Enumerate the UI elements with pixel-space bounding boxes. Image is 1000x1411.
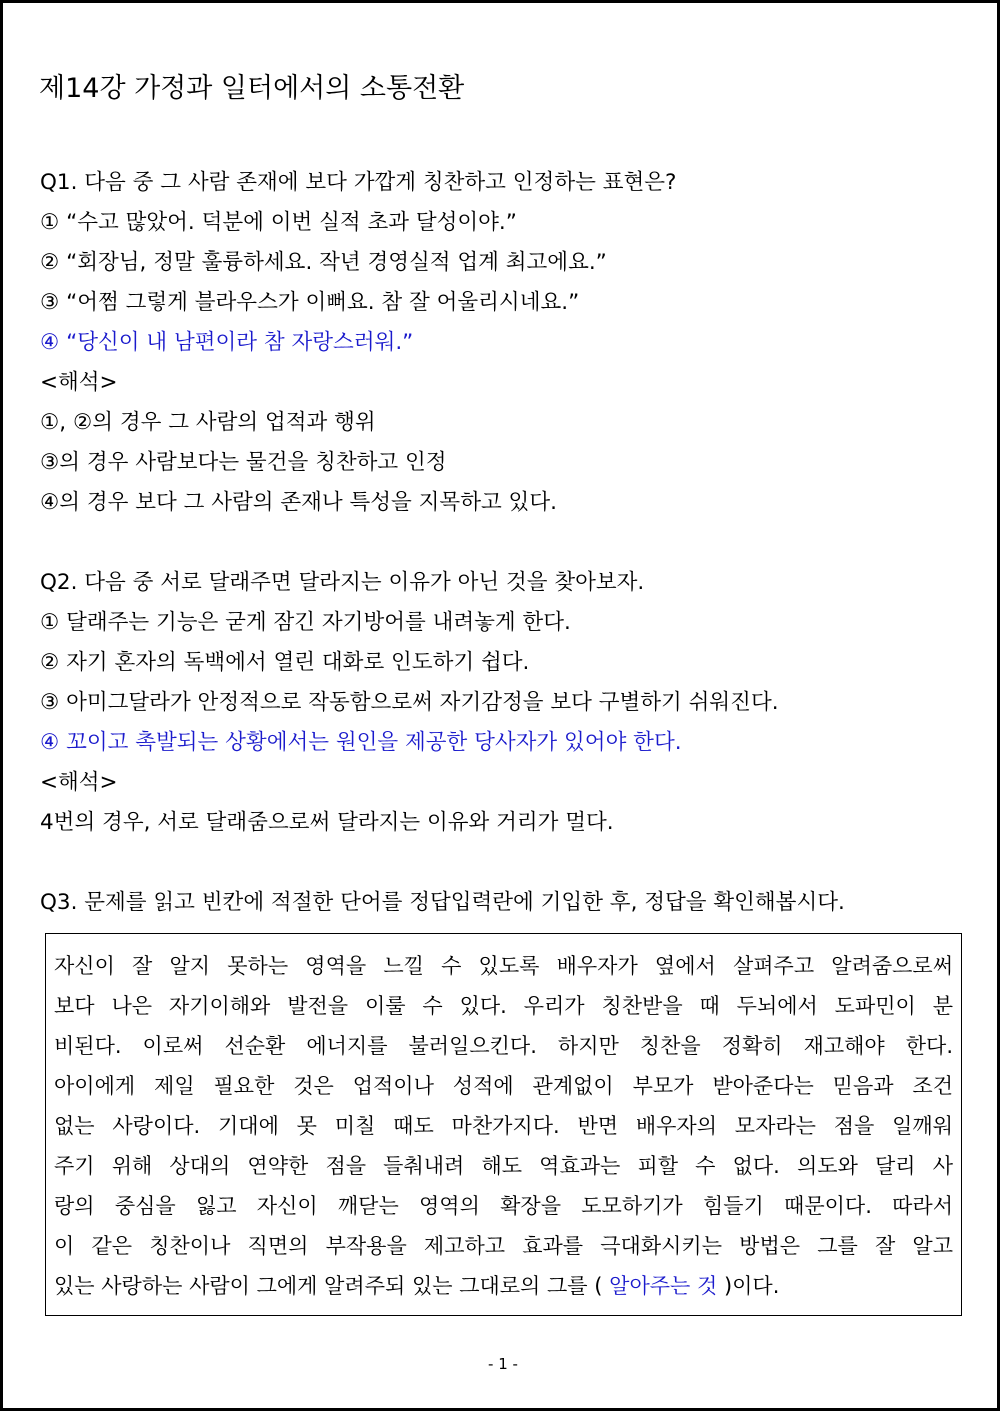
q1-explanation-line: ③의 경우 사람보다는 물건을 칭찬하고 인정 (40, 450, 447, 475)
blank-answer: 알아주는 것 (609, 1274, 718, 1298)
passage-line: 주기 위해 상대의 연약한 점을 들춰내려 해도 역효과는 피할 수 없다. 의도와 달리 사 (54, 1154, 953, 1178)
passage-last-line (54, 1271, 953, 1301)
q1-explanation-line: ④의 경우 보다 그 사람의 존재나 특성을 지목하고 있다. (40, 490, 557, 515)
q2-option-1: ① 달래주는 기능은 굳게 잠긴 자기방어를 내려놓게 한다. (40, 610, 571, 635)
q2-option-3: ③ 아미그달라가 안정적으로 작동함으로써 자기감정을 보다 구별하기 쉬워진다. (40, 690, 779, 715)
q1-explanation-label: <해석> (40, 370, 118, 395)
q2-option-2: ② 자기 혼자의 독백에서 열린 대화로 인도하기 쉽다. (40, 650, 530, 675)
q1-option-4-answer: ④ “당신이 내 남편이라 참 자랑스러워.” (40, 330, 414, 355)
passage-line: 비된다. 이로써 선순환 에너지를 불러일으킨다. 하지만 칭찬을 정확히 재고해야 한다. (54, 1034, 953, 1058)
q1-option-3: ③ “어쩜 그렇게 블라우스가 이뻐요. 참 잘 어울리시네요.” (40, 290, 580, 315)
q2-option-4-answer: ④ 꼬이고 촉발되는 상황에서는 원인을 제공한 당사자가 있어야 한다. (40, 730, 682, 755)
q1-option-1: ① “수고 많았어. 덕분에 이번 실적 초과 달성이야.” (40, 210, 517, 235)
passage-line: 랑의 중심을 잃고 자신이 깨닫는 영역의 확장을 도모하기가 힘들기 때문이다. 따라서 (54, 1194, 953, 1218)
passage-text-before-blank: 있는 사랑하는 사람이 그에게 알려주되 있는 그대로의 그를 ( (54, 1274, 603, 1298)
q1-explanation-line: ①, ②의 경우 그 사람의 업적과 행위 (40, 410, 376, 435)
q2-explanation-line: 4번의 경우, 서로 달래줌으로써 달라지는 이유와 거리가 멀다. (40, 810, 614, 835)
q2-question: Q2. 다음 중 서로 달래주면 달라지는 이유가 아닌 것을 찾아보자. (40, 570, 645, 595)
q3-question: Q3. 문제를 읽고 빈칸에 적절한 단어를 정답입력란에 기입한 후, 정답을 확인해봅시다. (40, 890, 845, 915)
passage-line: 이 같은 칭찬이나 직면의 부작용을 제고하고 효과를 극대화시키는 방법은 그를 잘 알고 (54, 1234, 953, 1258)
passage-text-after-blank: )이다. (723, 1274, 780, 1298)
q1-question: Q1. 다음 중 그 사람 존재에 보다 가깝게 칭찬하고 인정하는 표현은? (40, 170, 677, 195)
passage-line: 없는 사랑이다. 기대에 못 미칠 때도 마찬가지다. 반면 배우자의 모자라는 점을 일깨워 (54, 1114, 954, 1138)
passage-line: 아이에게 제일 필요한 것은 업적이나 성적에 관계없이 부모가 받아준다는 믿음과 조건 (54, 1074, 953, 1098)
q3-passage-box (45, 933, 962, 1316)
page-title: 제14강 가정과 일터에서의 소통전환 (39, 73, 465, 104)
page-number: - 1 - (488, 1355, 518, 1373)
passage-line: 보다 나은 자기이해와 발전을 이룰 수 있다. 우리가 칭찬받을 때 두뇌에서 도파민이 분 (54, 994, 953, 1018)
q2-explanation-label: <해석> (40, 770, 118, 795)
passage-line: 자신이 잘 알지 못하는 영역을 느낄 수 있도록 배우자가 옆에서 살펴주고 알려줌으로써 (54, 954, 953, 978)
q1-option-2: ② “회장님, 정말 훌륭하세요. 작년 경영실적 업계 최고에요.” (40, 250, 607, 275)
